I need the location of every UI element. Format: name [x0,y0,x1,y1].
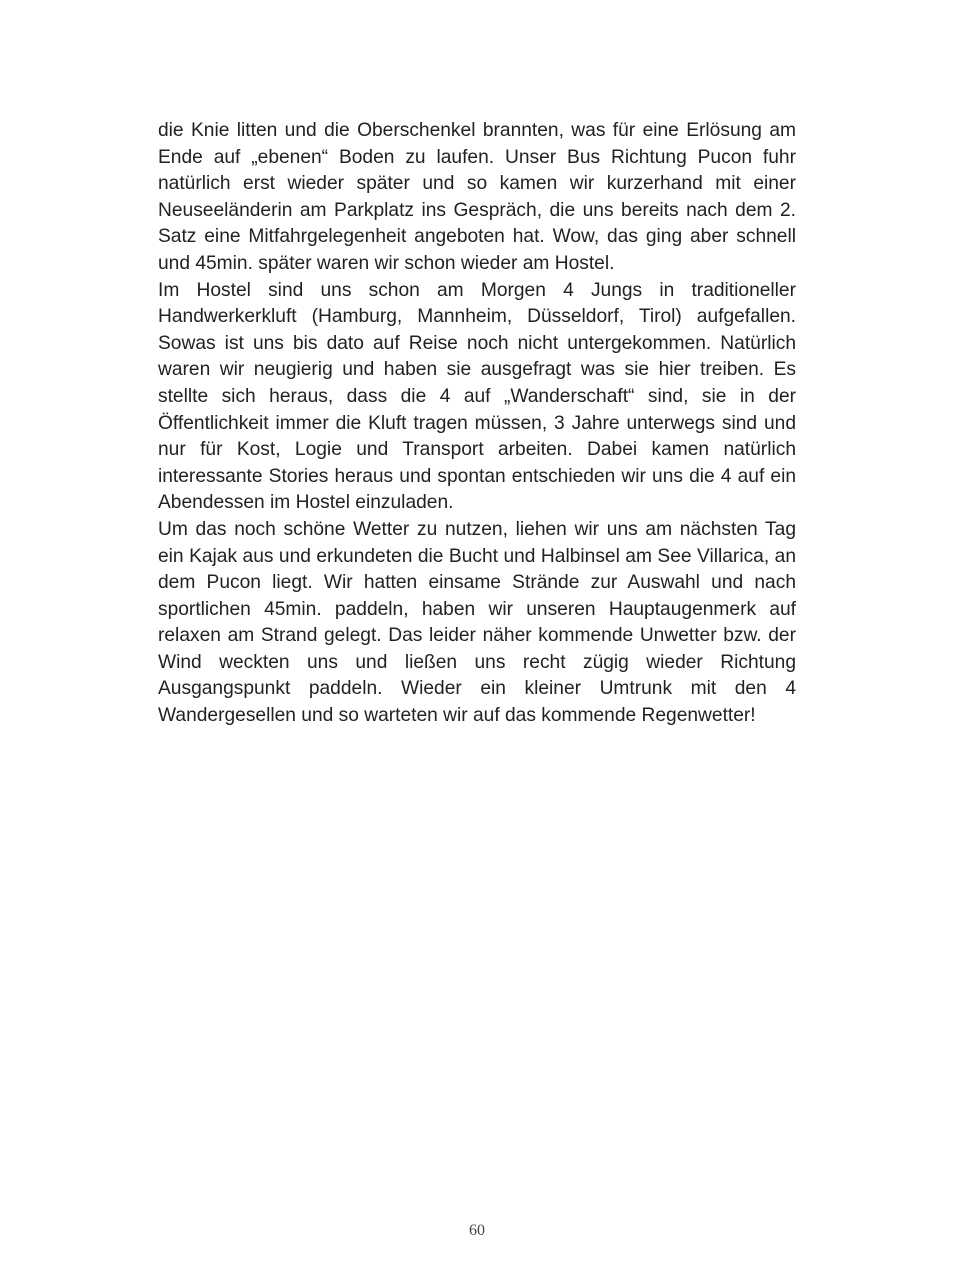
paragraph-bus-ride: die Knie litten und die Oberschenkel brannten, was für eine Erlösung am Ende auf „ebenen“ Boden zu laufen. Unser Bus Richtung Pucon fuhr natürlich erst wieder später und so kamen wir kurzerhand mit einer Neuseeländerin am Parkplatz ins Gespräch, die uns bereits nach dem 2. Satz eine Mitfahrgelegenheit angeboten hat. Wow, das ging aber schnell und 45min. später waren wir schon wieder am Hostel. [158,120,796,274]
body-text [158,118,796,730]
page-number: 60 [469,1222,485,1239]
paragraph-hostel-wanderers: Im Hostel sind uns schon am Morgen 4 Jungs in traditioneller Handwerkerkluft (Hamburg, Mannheim, Düsseldorf, Tirol) aufgefallen. Sowas ist uns bis dato auf Reise noch nicht untergekommen. Natürlich waren wir neugierig und haben sie ausgefragt was sie hier treiben. Es stellte sich heraus, dass die 4 auf „Wanderschaft“ sind, sie in der Öffentlichkeit immer die Kluft tragen müssen, 3 Jahre unterwegs sind und nur für Kost, Logie und Transport arbeiten. Dabei kamen natürlich interessante Stories heraus und spontan entschieden wir uns die 4 auf ein Abendessen im Hostel einzuladen. [158,279,796,514]
paragraph-kayak-trip: Um das noch schöne Wetter zu nutzen, liehen wir uns am nächsten Tag ein Kajak aus und erkundeten die Bucht und Halbinsel am See Villarica, an dem Pucon liegt. Wir hatten einsame Strände zur Auswahl und nach sportlichen 45min. paddeln, haben wir unseren Hauptaugenmerk auf relaxen am Strand gelegt. Das leider näher kommende Unwetter bzw. der Wind weckten uns und ließen uns recht zügig wieder Richtung Ausgangspunkt paddeln. Wieder ein kleiner Umtrunk mit den 4 Wandergesellen und so warteten wir auf das kommende Regenwetter! [158,518,796,727]
